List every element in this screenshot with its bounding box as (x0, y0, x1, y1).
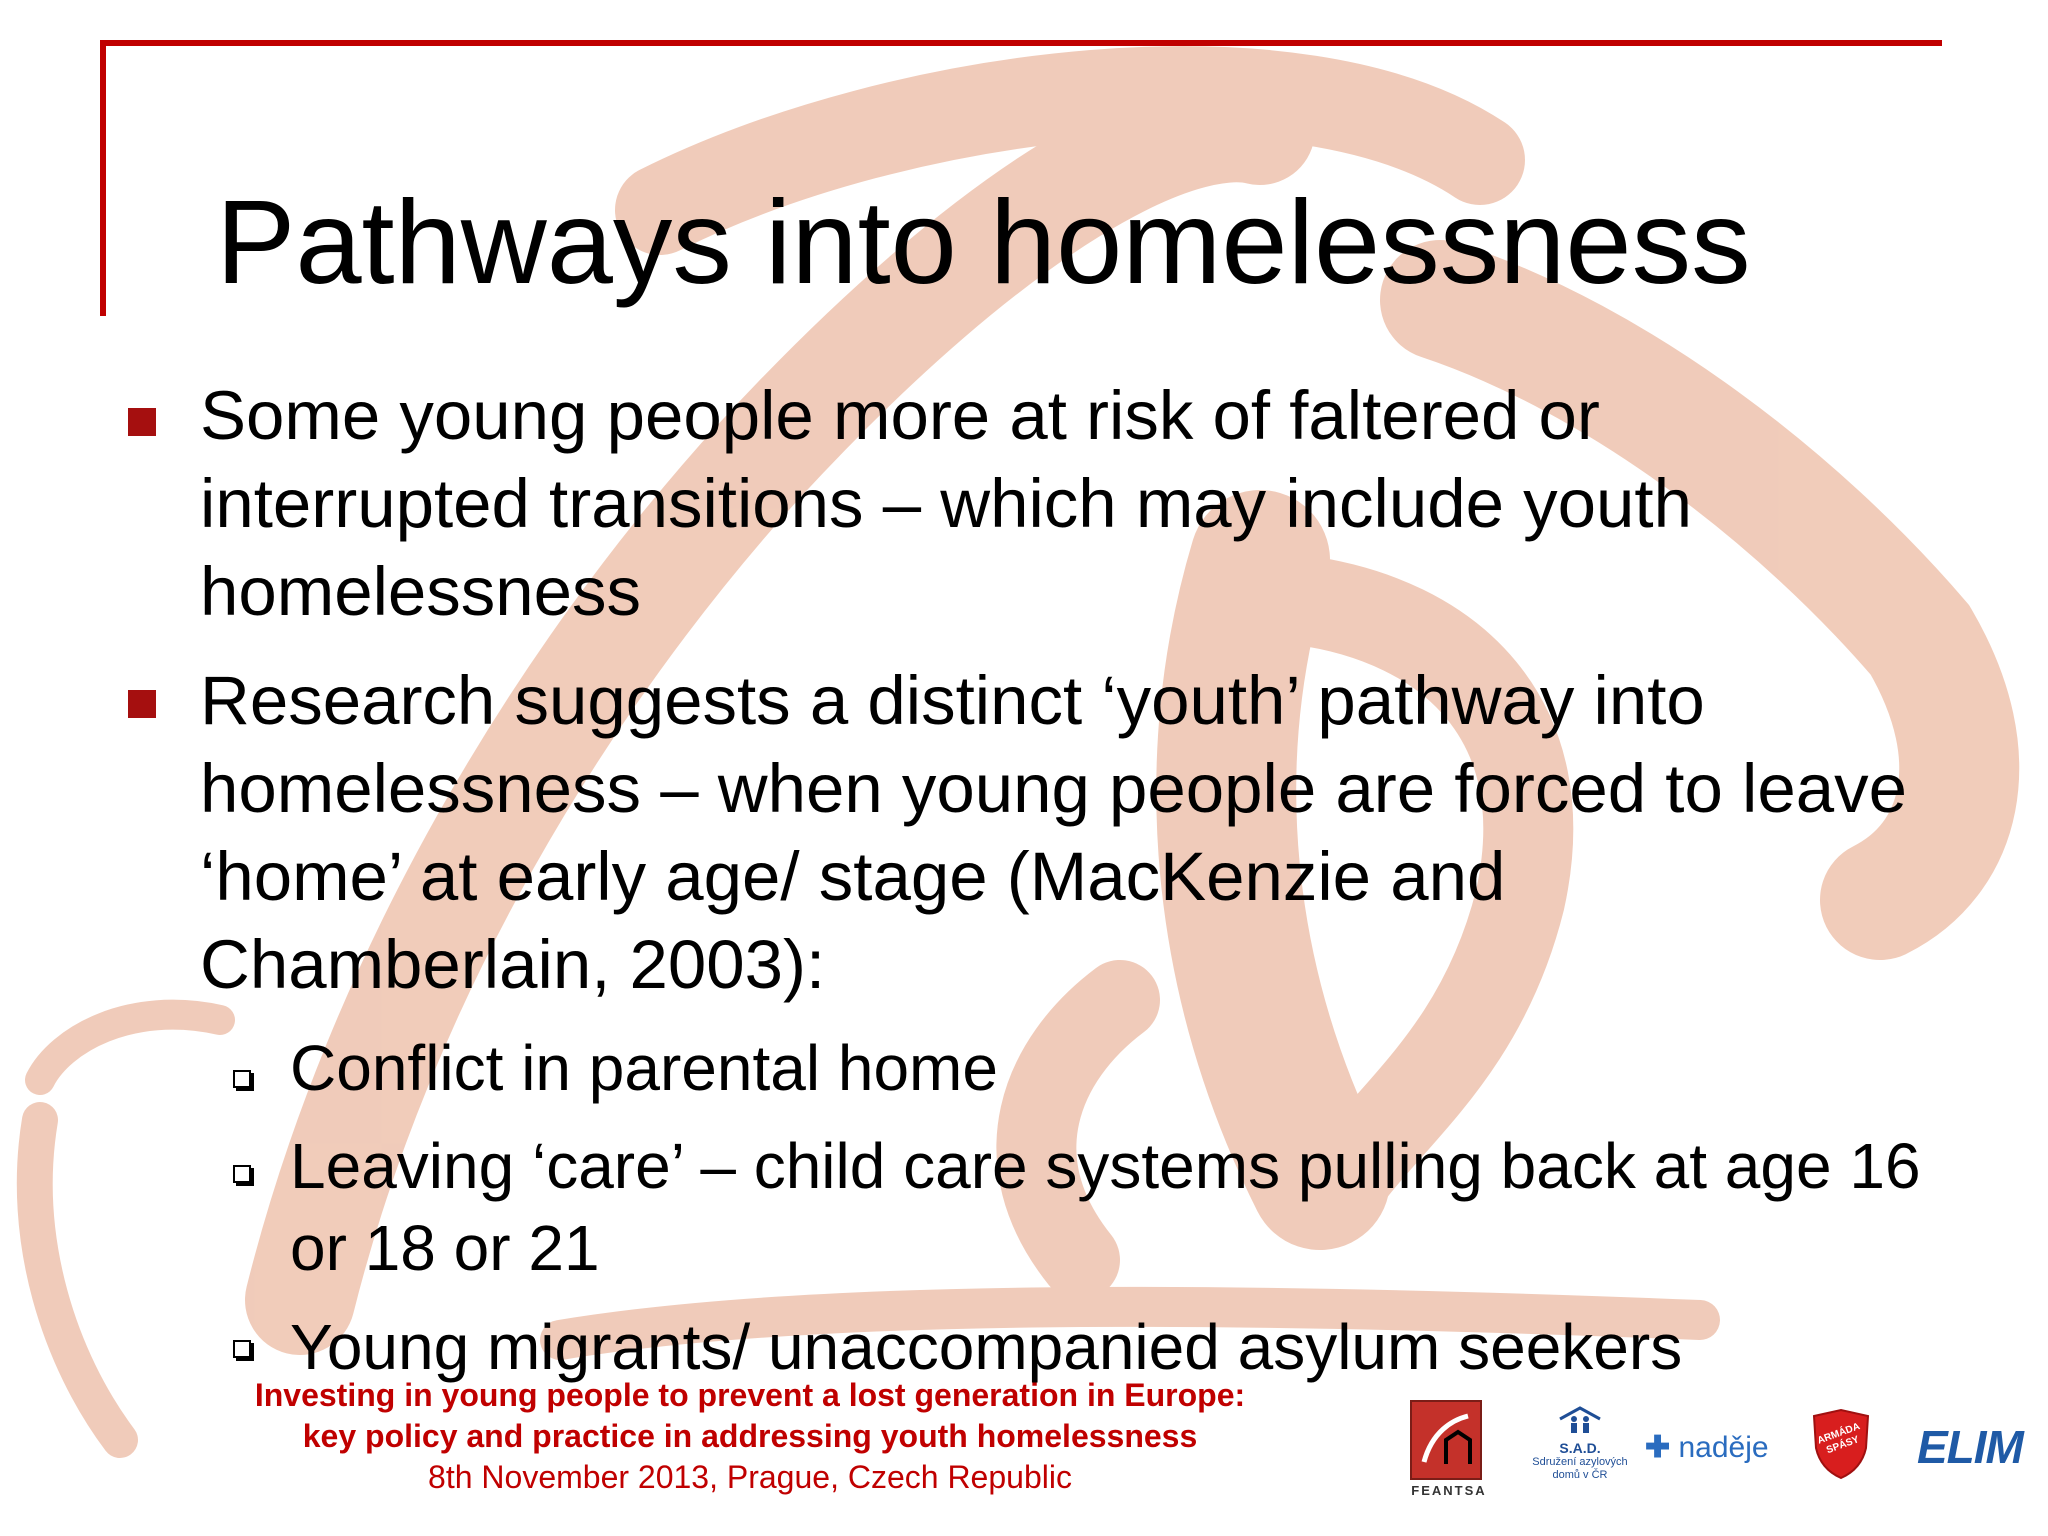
nadeje-cross-icon: ✚ (1645, 1431, 1671, 1464)
elim-logo (1917, 1420, 2023, 1474)
footer-line-1: Investing in young people to prevent a lost generation in Europe: (254, 1377, 1246, 1413)
conference-footer (200, 1375, 1300, 1498)
footer-line-3: 8th November 2013, Prague, Czech Republic (428, 1459, 1072, 1495)
feantsa-house-icon (1412, 1402, 1480, 1478)
nadeje-logo (1645, 1430, 1769, 1465)
nadeje-wordmark: naděje (1678, 1431, 1769, 1464)
partner-logos (1400, 1400, 2030, 1510)
bullet-item: Research suggests a distinct ‘youth’ pathway into homelessness – when young people are forced to leave ‘home’ at early age/ stage (MacKenzie and Chamberlain, 2003): (200, 662, 1907, 1003)
armada-wordmark: ARMÁDA SPÁSY (1816, 1421, 1862, 1457)
sub-bullet-item: Young migrants/ unaccompanied asylum seekers (290, 1311, 1683, 1383)
feantsa-wordmark: FEANTSA (1411, 1483, 1487, 1498)
frame-top-rule (100, 40, 1942, 46)
slide-title: Pathways into homelessness (216, 176, 1751, 309)
footer-line-2: key policy and practice in addressing youth homelessness (302, 1418, 1198, 1454)
sad-logo (1525, 1405, 1635, 1482)
bullet-marker (128, 408, 156, 436)
bullet-item: Some young people more at risk of faltered or interrupted transitions – which may include youth homelessness (200, 377, 1692, 630)
feantsa-logo (1410, 1400, 1488, 1500)
elim-wordmark: ELIM (1917, 1421, 2023, 1473)
checkbox-bullet-icon (233, 1165, 251, 1183)
checkbox-bullet-icon (233, 1340, 251, 1358)
bullet-marker (128, 690, 156, 718)
sub-bullet-item: Leaving ‘care’ – child care systems pulling back at age 16 or 18 or 21 (290, 1130, 1921, 1284)
sub-bullet-item: Conflict in parental home (290, 1032, 998, 1104)
sad-people-icon (1556, 1405, 1604, 1435)
sad-abbrev: S.A.D. (1559, 1440, 1601, 1456)
armada-spasy-logo (1810, 1408, 1872, 1480)
sad-caption: Sdružení azylových domů v ČR (1532, 1456, 1628, 1481)
frame-left-rule (100, 40, 106, 316)
checkbox-bullet-icon (233, 1070, 251, 1088)
